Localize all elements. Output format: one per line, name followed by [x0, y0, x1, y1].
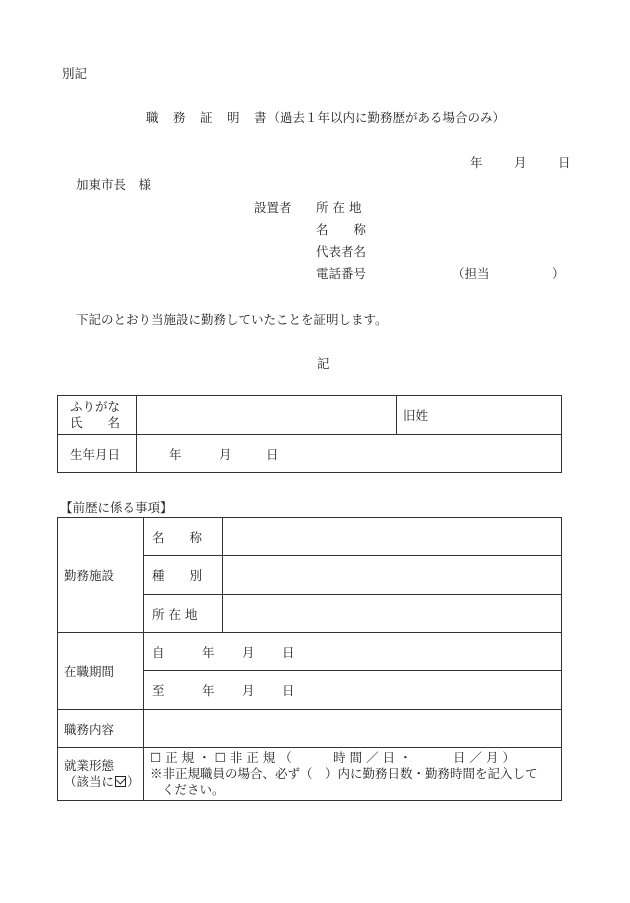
facility-type-label: 種 別 [152, 568, 203, 583]
period-to-cell[interactable] [144, 671, 562, 710]
date-year: 年 [470, 155, 483, 170]
date-month: 月 [514, 155, 527, 170]
period-from-day: 日 [282, 644, 295, 660]
document-title [146, 108, 505, 126]
employment-note-cont: ください。 [162, 782, 225, 797]
period-to-year: 年 [202, 683, 215, 698]
employment-sub: （該当に ） [64, 774, 140, 789]
title-note: （過去１年以内に勤務歴がある場合のみ） [267, 110, 506, 125]
period-from-year: 年 [202, 644, 215, 660]
establisher-label: 設置者 [254, 200, 292, 215]
title-main: 職 務 証 明 書 [146, 110, 268, 125]
birth-label-cell [58, 435, 137, 473]
establisher-representative: 代表者名 [316, 244, 367, 259]
duties-label: 職務内容 [64, 721, 115, 737]
period-label: 在職期間 [64, 664, 115, 679]
employment-label-cell [58, 748, 144, 801]
prior-section-heading: 【前歴に係る事項】 [60, 500, 173, 515]
facility-label: 勤務施設 [64, 568, 115, 583]
facility-address-label-cell [144, 595, 223, 633]
facility-type-value-cell[interactable] [223, 556, 562, 595]
former-name-cell[interactable] [397, 396, 562, 435]
birth-value-cell[interactable] [137, 435, 562, 473]
furigana-label: ふりがな [70, 399, 121, 414]
ki-label: 記 [317, 356, 330, 371]
establisher-address: 所 在 地 [316, 200, 362, 215]
addressee: 加東市長 様 [76, 177, 152, 192]
former-name-label: 旧姓 [403, 408, 429, 423]
establisher-name: 名 称 [316, 222, 367, 237]
establisher-phone: 電話番号 [316, 266, 367, 281]
furigana-name-label-cell [58, 396, 137, 435]
establisher-contact: （担当 ） [452, 266, 565, 281]
birth-month: 月 [219, 446, 232, 462]
birth-label: 生年月日 [70, 446, 121, 462]
name-value-cell[interactable] [137, 396, 397, 435]
facility-label-cell [58, 518, 144, 633]
birth-day: 日 [266, 446, 279, 462]
facility-name-value-cell[interactable] [223, 518, 562, 556]
annex-label: 別記 [62, 66, 88, 81]
duties-label-cell [58, 710, 144, 748]
facility-name-label-cell [144, 518, 223, 556]
duties-value-cell[interactable] [144, 710, 562, 748]
prior-table [57, 517, 562, 801]
facility-name-label: 名 称 [152, 529, 203, 545]
statement: 下記のとおり当施設に勤務していたことを証明します。 [76, 312, 388, 327]
date-day: 日 [558, 155, 571, 170]
period-from-cell[interactable] [144, 633, 562, 671]
facility-address-value-cell[interactable] [223, 595, 562, 633]
period-label-cell [58, 633, 144, 710]
facility-type-label-cell [144, 556, 223, 595]
facility-address-label: 所 在 地 [152, 606, 198, 622]
checked-box-icon [115, 776, 126, 787]
name-label: 氏 名 [70, 415, 121, 430]
period-to-month: 月 [242, 683, 255, 698]
birth-year: 年 [169, 446, 182, 462]
employment-value-cell[interactable] [144, 748, 562, 801]
period-to-day: 日 [282, 683, 295, 698]
period-to-label: 至 [152, 683, 165, 698]
employment-options[interactable]: ☐ 正 規 ・ ☐ 非 正 規 （ 時 間 ／ 日 ・ 日 ／ 月 ） [150, 750, 515, 765]
employment-note: ※非正規職員の場合、必ず（ ）内に勤務日数・勤務時間を記入して [150, 766, 538, 781]
employment-label: 就業形態 [64, 758, 115, 773]
person-table [57, 395, 562, 473]
period-from-month: 月 [242, 644, 255, 660]
period-from-label: 自 [152, 644, 165, 660]
